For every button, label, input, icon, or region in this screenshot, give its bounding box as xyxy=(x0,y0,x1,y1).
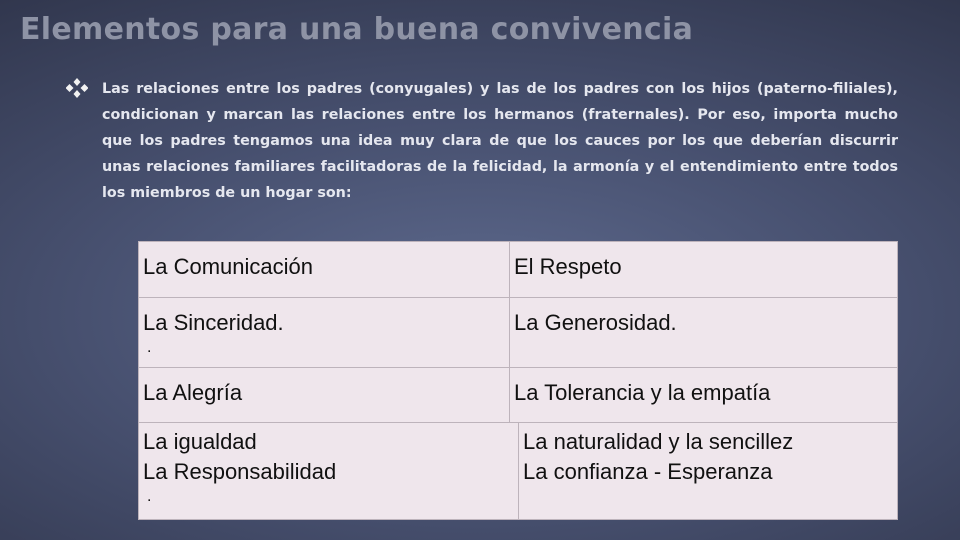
table-cell-r2-right xyxy=(509,297,898,369)
cell-line: La confianza - Esperanza xyxy=(523,459,773,484)
cell-dot: . xyxy=(147,488,152,505)
bullet-paragraph xyxy=(66,76,898,206)
cell-line: El Respeto xyxy=(514,254,622,279)
cell-line: La Generosidad. xyxy=(514,310,677,335)
cell-line: La igualdad xyxy=(143,429,257,454)
slide-title: Elementos para una buena convivencia xyxy=(20,12,694,47)
values-table xyxy=(138,241,898,520)
table-cell-r2-left xyxy=(138,297,511,369)
table-cell-r3-left xyxy=(138,367,511,424)
table-cell-r1-right xyxy=(509,241,898,299)
table-cell-r4-right xyxy=(518,422,898,520)
cell-line: La Alegría xyxy=(143,380,243,405)
table-cell-r4-left xyxy=(138,422,520,520)
table-cell-r3-right xyxy=(509,367,898,424)
cell-line: La Tolerancia y la empatía xyxy=(514,380,771,405)
cell-line: La Responsabilidad xyxy=(143,459,337,484)
cell-dot: . xyxy=(147,339,152,356)
cell-line: La Comunicación xyxy=(143,254,313,279)
bullet-text: Las relaciones entre los padres (conyugales) y las de los padres con los hijos (paterno-filiales), condicionan y marcan las relaciones entre los hermanos (fraternales). Por eso, importa mucho que los padres tengamos una idea muy clara de que los cauces por los que deberían discurrir unas relaciones familiares facilitadoras de la felicidad, la armonía y el entendimiento entre todos los miembros de un hogar son: xyxy=(102,81,898,201)
four-diamond-bullet-icon xyxy=(66,78,88,98)
table-cell-r1-left xyxy=(138,241,511,299)
cell-line: La naturalidad y la sencillez xyxy=(523,429,794,454)
cell-line: La Sinceridad. xyxy=(143,310,284,335)
